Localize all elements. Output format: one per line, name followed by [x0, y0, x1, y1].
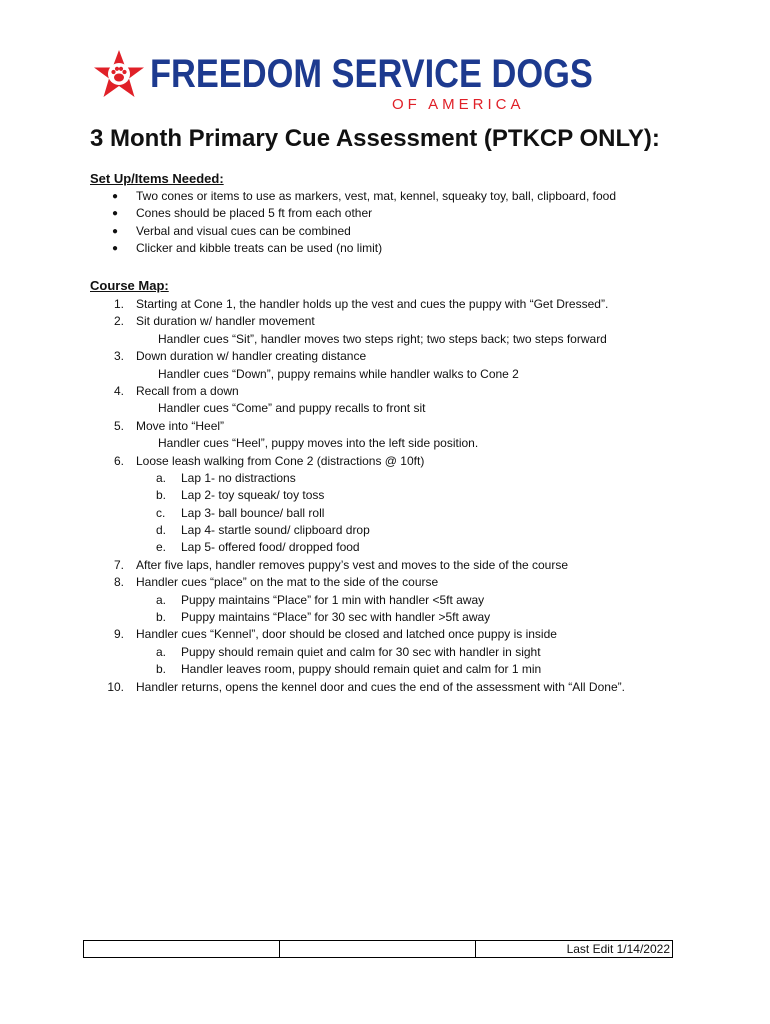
setup-item-text: Two cones or items to use as markers, vest, mat, kennel, squeaky toy, ball, clipboard, food [136, 189, 616, 203]
sub-step-text: Lap 5- offered food/ dropped food [181, 540, 360, 555]
setup-list [108, 188, 616, 258]
course-map-list [90, 296, 690, 696]
step-row [90, 453, 690, 470]
step-number: 3. [113, 349, 124, 364]
sub-step-letter: b. [156, 488, 167, 503]
sub-step-text: Puppy maintains “Place” for 1 min with handler <5ft away [181, 592, 485, 607]
sub-step-text: Puppy should remain quiet and calm for 30 sec with handler in sight [181, 644, 541, 659]
step-number: 7. [113, 557, 124, 572]
sub-step-letter: b. [156, 662, 167, 677]
sub-step-text: Lap 4- startle sound/ clipboard drop [181, 523, 370, 538]
step-text: Sit duration w/ handler movement [136, 314, 315, 329]
step-text: Handler cues “Kennel”, door should be closed and latched once puppy is inside [136, 627, 557, 642]
step-text: Handler cues “place” on the mat to the side of the course [136, 575, 439, 590]
logo [92, 48, 593, 118]
sub-step-letter: e. [156, 540, 167, 555]
step-text: Down duration w/ handler creating distance [136, 349, 367, 364]
sub-step-text: Puppy maintains “Place” for 30 sec with handler >5ft away [181, 610, 491, 625]
step-row [90, 679, 690, 696]
sub-step-text: Lap 2- toy squeak/ toy toss [181, 488, 325, 503]
step-row [90, 348, 690, 365]
step-row [90, 383, 690, 400]
footer-table [83, 940, 673, 958]
sub-step-letter: c. [156, 505, 166, 520]
step-detail: Handler cues “Heel”, puppy moves into the left side position. [158, 436, 479, 451]
setup-item-text: Cones should be placed 5 ft from each other [136, 206, 373, 221]
sub-step-letter: a. [156, 470, 167, 485]
setup-item [108, 188, 616, 205]
setup-item-text: Clicker and kibble treats can be used (no limit) [136, 241, 383, 256]
sub-step-row [90, 644, 690, 661]
step-row [90, 557, 690, 574]
step-number: 10. [107, 679, 124, 694]
step-detail: Handler cues “Come” and puppy recalls to front sit [158, 401, 426, 416]
sub-step-row [90, 487, 690, 504]
step-text: Starting at Cone 1, the handler holds up the vest and cues the puppy with “Get Dressed”. [136, 297, 609, 311]
step-number: 6. [113, 453, 124, 468]
sub-step-letter: a. [156, 644, 167, 659]
step-detail-row [90, 331, 690, 348]
sub-step-text: Lap 3- ball bounce/ ball roll [181, 505, 325, 520]
bullet-icon: ● [112, 191, 119, 202]
setup-item [108, 240, 616, 257]
step-row [90, 626, 690, 643]
sub-step-text: Handler leaves room, puppy should remain quiet and calm for 1 min [181, 662, 542, 677]
sub-step-row [90, 522, 690, 539]
step-row [90, 296, 690, 313]
step-text: Recall from a down [136, 383, 239, 398]
setup-item [108, 205, 616, 222]
sub-step-row [90, 539, 690, 556]
step-detail-row [90, 400, 690, 417]
bullet-icon: ● [112, 243, 119, 255]
step-number: 1. [113, 297, 124, 311]
sub-step-row [90, 609, 690, 626]
step-detail-row [90, 366, 690, 383]
star-paw-icon [92, 48, 146, 102]
sub-step-letter: a. [156, 592, 167, 607]
step-number: 5. [113, 418, 124, 433]
step-detail-row [90, 435, 690, 452]
step-row [90, 418, 690, 435]
sub-step-letter: d. [156, 523, 167, 538]
step-detail: Handler cues “Down”, puppy remains while handler walks to Cone 2 [158, 366, 519, 381]
step-number: 4. [113, 383, 124, 398]
step-number: 2. [113, 314, 124, 329]
setup-item [108, 223, 616, 240]
footer-cell [84, 941, 280, 957]
footer-cell [280, 941, 476, 957]
step-number: 8. [113, 575, 124, 590]
logo-name: FREEDOM SERVICE DOGS [150, 52, 593, 96]
sub-step-text: Lap 1- no distractions [181, 470, 296, 485]
step-text: Loose leash walking from Cone 2 (distractions @ 10ft) [136, 453, 425, 468]
page-title: 3 Month Primary Cue Assessment (PTKCP ONLY): [90, 125, 660, 152]
sub-step-letter: b. [156, 610, 167, 625]
bullet-icon: ● [112, 208, 119, 220]
bullet-icon: ● [112, 225, 119, 237]
sub-step-row [90, 470, 690, 487]
setup-heading: Set Up/Items Needed: [90, 171, 224, 186]
last-edit-text: Last Edit 1/14/2022 [566, 942, 670, 956]
course-heading: Course Map: [90, 278, 169, 293]
step-text: Handler returns, opens the kennel door and cues the end of the assessment with “All Done”. [136, 679, 625, 694]
step-detail: Handler cues “Sit”, handler moves two steps right; two steps back; two steps forward [158, 331, 607, 346]
step-text: After five laps, handler removes puppy’s vest and moves to the side of the course [136, 557, 569, 572]
sub-step-row [90, 661, 690, 678]
step-row [90, 574, 690, 591]
logo-tagline: OF AMERICA [392, 96, 525, 113]
setup-item-text: Verbal and visual cues can be combined [136, 223, 351, 238]
sub-step-row [90, 592, 690, 609]
step-row [90, 313, 690, 330]
step-number: 9. [113, 627, 124, 642]
step-text: Move into “Heel” [136, 418, 225, 433]
sub-step-row [90, 505, 690, 522]
